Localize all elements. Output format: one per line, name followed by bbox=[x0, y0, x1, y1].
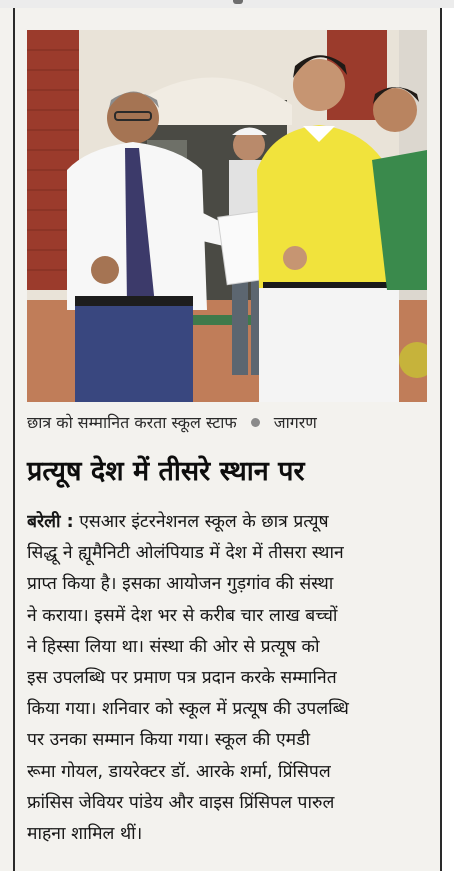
photo-caption bbox=[27, 410, 427, 436]
article-line: सिद्धू ने ह्यूमैनिटी ओलंपियाड में देश में तीसरा स्थान bbox=[27, 543, 344, 564]
article-line: फ्रांसिस जेवियर पांडेय और वाइस प्रिंसिपल पारुल bbox=[27, 792, 335, 813]
article-line bbox=[27, 507, 432, 538]
top-edge bbox=[0, 0, 454, 8]
article-line: रूमा गोयल, डायरेक्टर डॉ. आरके शर्मा, प्रिंसिपल bbox=[27, 761, 331, 782]
top-edge-mark bbox=[233, 0, 243, 4]
bullet-icon bbox=[251, 418, 260, 427]
dateline: बरेली : bbox=[27, 512, 74, 532]
caption-text: छात्र को सम्मानित करता स्कूल स्टाफ bbox=[27, 413, 237, 432]
article-line: इस उपलब्धि पर प्रमाण पत्र प्रदान करके सम्मानित bbox=[27, 667, 337, 688]
column-rule-left bbox=[13, 8, 15, 871]
article-line: किया गया। शनिवार को स्कूल में प्रत्यूष की उपलब्धि bbox=[27, 699, 349, 720]
article-body bbox=[27, 507, 432, 850]
article-photo bbox=[27, 30, 427, 402]
photo-award-ceremony bbox=[27, 30, 427, 402]
article-headline: प्रत्यूष देश में तीसरे स्थान पर bbox=[27, 456, 305, 487]
article-line: प्राप्त किया है। इसका आयोजन गुड़गांव की संस्था bbox=[27, 574, 334, 595]
article-line: पर उनका सम्मान किया गया। स्कूल की एमडी bbox=[27, 730, 311, 751]
page-margin bbox=[442, 8, 454, 871]
article-line: माहना शामिल थीं। bbox=[27, 823, 143, 844]
article-line: ने हिस्सा लिया था। संस्था की ओर से प्रत्यूष को bbox=[27, 636, 320, 657]
article-line: ने कराया। इसमें देश भर से करीब चार लाख बच्चों bbox=[27, 605, 338, 626]
article-line-text: एसआर इंटरनेशनल स्कूल के छात्र प्रत्यूष bbox=[73, 512, 329, 532]
photo-credit: जागरण bbox=[273, 413, 317, 432]
